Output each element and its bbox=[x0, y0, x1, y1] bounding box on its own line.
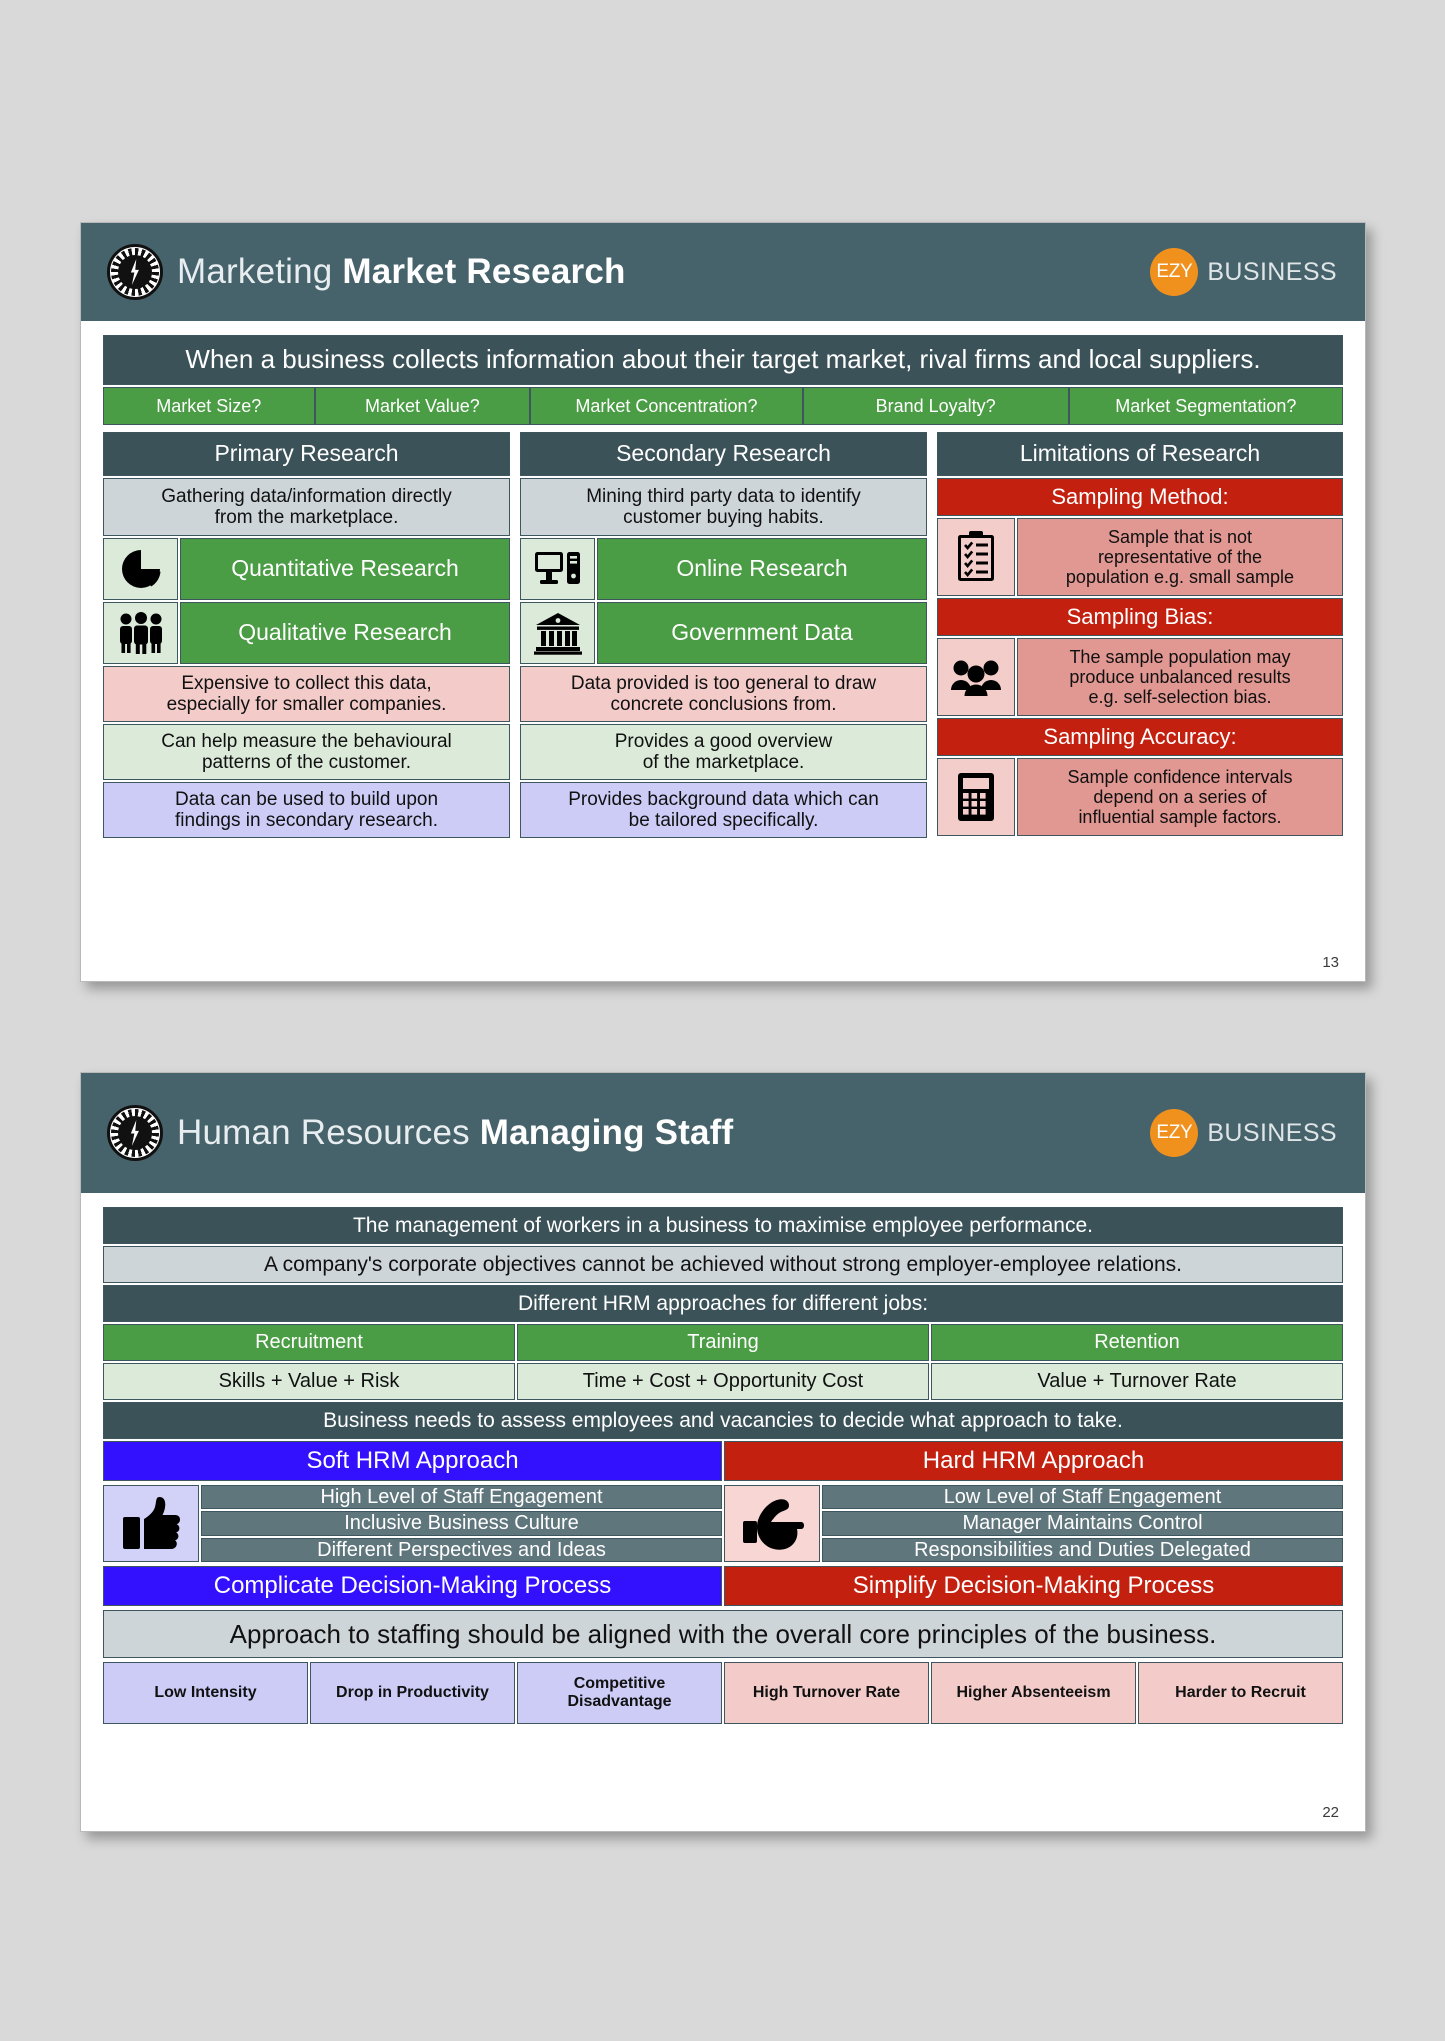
limitation-1-body bbox=[937, 518, 1343, 596]
primary-pro-line-2: patterns of the customer. bbox=[201, 752, 412, 773]
limitation-3-line-2: depend on a series of bbox=[1093, 786, 1267, 807]
hrm-consequence-tags bbox=[103, 1662, 1343, 1724]
soft-hrm-point-1: High Level of Staff Engagement bbox=[201, 1485, 722, 1509]
ezy-business-logo bbox=[1150, 1109, 1337, 1157]
ezy-business-logo bbox=[1150, 248, 1337, 296]
slide1-columns bbox=[103, 432, 1343, 838]
ezy-compass-logo-icon bbox=[107, 244, 163, 300]
secondary-method-government[interactable] bbox=[520, 602, 927, 664]
question-chip-brand-loyalty[interactable]: Brand Loyalty? bbox=[803, 387, 1069, 425]
primary-research-description bbox=[103, 478, 510, 536]
limitation-2-title: Sampling Bias: bbox=[937, 598, 1343, 636]
calculator-icon bbox=[937, 758, 1015, 836]
hard-hrm-side bbox=[724, 1485, 1343, 1562]
limitation-1-text bbox=[1017, 518, 1343, 596]
tag-harder-to-recruit bbox=[1138, 1662, 1343, 1724]
limitation-1-title: Sampling Method: bbox=[937, 478, 1343, 516]
slide1-title bbox=[177, 252, 626, 292]
hard-hrm-point-1: Low Level of Staff Engagement bbox=[822, 1485, 1343, 1509]
soft-hrm-title[interactable]: Soft HRM Approach bbox=[103, 1441, 722, 1481]
hard-hrm-outcome: Simplify Decision-Making Process bbox=[724, 1566, 1343, 1606]
limitation-1-line-2: representative of the bbox=[1097, 546, 1263, 567]
bank-building-icon bbox=[520, 602, 595, 664]
secondary-method-online[interactable] bbox=[520, 538, 927, 600]
primary-con-note bbox=[103, 666, 510, 722]
secondary-extra-note bbox=[520, 782, 927, 838]
primary-con-line-2: especially for smaller companies. bbox=[166, 694, 447, 715]
approach-value-training: Time + Cost + Opportunity Cost bbox=[517, 1363, 929, 1400]
hrm-comparison bbox=[103, 1485, 1343, 1562]
secondary-desc-line-1: Mining third party data to identify bbox=[586, 485, 861, 507]
primary-desc-line-1: Gathering data/information directly bbox=[161, 485, 452, 507]
hrm-closing-note: Approach to staffing should be aligned with the overall core principles of the business. bbox=[103, 1610, 1343, 1658]
slide1-category: Marketing bbox=[177, 252, 343, 291]
desktop-computer-icon bbox=[520, 538, 595, 600]
primary-extra-line-2: findings in secondary research. bbox=[175, 810, 438, 831]
primary-pro-line-1: Can help measure the behavioural bbox=[161, 730, 452, 752]
thumbs-up-icon bbox=[103, 1485, 199, 1562]
tag-low-intensity bbox=[103, 1662, 308, 1724]
secondary-pro-line-1: Provides a good overview bbox=[614, 730, 833, 752]
limitation-2-text bbox=[1017, 638, 1343, 716]
hard-hrm-point-3: Responsibilities and Duties Delegated bbox=[822, 1538, 1343, 1562]
question-chip-market-segmentation[interactable]: Market Segmentation? bbox=[1069, 387, 1343, 425]
secondary-desc-line-2: customer buying habits. bbox=[623, 507, 824, 528]
tag-harder-to-recruit-line-1: Harder to Recruit bbox=[1175, 1684, 1306, 1702]
secondary-research-description bbox=[520, 478, 927, 536]
ezy-badge: EZY bbox=[1150, 248, 1198, 296]
hrm-outcomes bbox=[103, 1566, 1343, 1606]
hrm-approach-titles bbox=[103, 1441, 1343, 1481]
primary-method-qualitative[interactable] bbox=[103, 602, 510, 664]
secondary-pro-line-2: of the marketplace. bbox=[642, 752, 805, 773]
primary-research-heading: Primary Research bbox=[103, 432, 510, 476]
secondary-pro-note bbox=[520, 724, 927, 780]
hard-hrm-point-2: Manager Maintains Control bbox=[822, 1511, 1343, 1535]
people-group-icon bbox=[937, 638, 1015, 716]
slide-managing-staff[interactable] bbox=[80, 1072, 1366, 1832]
pointing-hand-icon bbox=[724, 1485, 820, 1562]
limitation-2-line-2: produce unbalanced results bbox=[1069, 666, 1291, 687]
slide1-definition-banner: When a business collects information about their target market, rival firms and local suppliers. bbox=[103, 335, 1343, 385]
tag-competitive-disadvantage-line-2: Disadvantage bbox=[567, 1693, 672, 1711]
limitation-1-line-3: population e.g. small sample bbox=[1065, 567, 1295, 588]
hrm-objectives-banner: A company's corporate objectives cannot be achieved without strong employer-employee relations. bbox=[103, 1246, 1343, 1283]
primary-extra-line-1: Data can be used to build upon bbox=[174, 788, 439, 810]
hrm-assessment-banner: Business needs to assess employees and vacancies to decide what approach to take. bbox=[103, 1402, 1343, 1439]
soft-hrm-point-3: Different Perspectives and Ideas bbox=[201, 1538, 722, 1562]
soft-hrm-side bbox=[103, 1485, 722, 1562]
tag-drop-in-productivity-line-1: Drop in Productivity bbox=[336, 1684, 489, 1702]
limitation-3-line-1: Sample confidence intervals bbox=[1067, 766, 1293, 787]
slide2-body bbox=[81, 1193, 1365, 1724]
limitation-3-text bbox=[1017, 758, 1343, 836]
slide1-question-row bbox=[103, 387, 1343, 425]
slide2-page-number: 22 bbox=[1322, 1804, 1339, 1821]
slide1-topic: Market Research bbox=[342, 252, 626, 291]
slide2-header bbox=[81, 1073, 1365, 1193]
hard-hrm-title[interactable]: Hard HRM Approach bbox=[724, 1441, 1343, 1481]
approach-header-retention[interactable]: Retention bbox=[931, 1324, 1343, 1361]
soft-hrm-point-2: Inclusive Business Culture bbox=[201, 1511, 722, 1535]
pie-chart-icon bbox=[103, 538, 178, 600]
hard-hrm-points bbox=[822, 1485, 1343, 1562]
slide1-body bbox=[81, 321, 1365, 838]
limitations-heading: Limitations of Research bbox=[937, 432, 1343, 476]
primary-method-quantitative[interactable] bbox=[103, 538, 510, 600]
secondary-research-heading: Secondary Research bbox=[520, 432, 927, 476]
group-people-icon bbox=[103, 602, 178, 664]
hrm-definition-banner: The management of workers in a business to maximise employee performance. bbox=[103, 1207, 1343, 1244]
tag-higher-absenteeism-line-1: Higher Absenteeism bbox=[956, 1684, 1111, 1702]
tag-high-turnover-rate-line-1: High Turnover Rate bbox=[752, 1684, 901, 1702]
slide2-topic: Managing Staff bbox=[479, 1113, 734, 1152]
approach-header-training[interactable]: Training bbox=[517, 1324, 929, 1361]
secondary-method-online-label: Online Research bbox=[597, 538, 927, 600]
secondary-method-government-label: Government Data bbox=[597, 602, 927, 664]
ezy-compass-logo-icon bbox=[107, 1105, 163, 1161]
column-limitations-of-research bbox=[937, 432, 1343, 838]
question-chip-market-concentration[interactable]: Market Concentration? bbox=[530, 387, 802, 425]
question-chip-market-value[interactable]: Market Value? bbox=[315, 387, 531, 425]
slide1-header bbox=[81, 223, 1365, 321]
secondary-extra-line-1: Provides background data which can bbox=[568, 788, 879, 810]
secondary-extra-line-2: be tailored specifically. bbox=[628, 810, 819, 831]
ezy-badge: EZY bbox=[1150, 1109, 1198, 1157]
primary-method-quantitative-label: Quantitative Research bbox=[180, 538, 510, 600]
limitation-3-line-3: influential sample factors. bbox=[1078, 807, 1282, 828]
secondary-con-line-2: concrete conclusions from. bbox=[610, 694, 837, 715]
approach-header-recruitment[interactable]: Recruitment bbox=[103, 1324, 515, 1361]
soft-hrm-outcome: Complicate Decision-Making Process bbox=[103, 1566, 722, 1606]
slide2-category: Human Resources bbox=[177, 1113, 480, 1152]
tag-higher-absenteeism bbox=[931, 1662, 1136, 1724]
limitation-2-body bbox=[937, 638, 1343, 716]
column-secondary-research bbox=[520, 432, 927, 838]
ezy-business-word: BUSINESS bbox=[1207, 257, 1337, 286]
limitation-2-line-3: e.g. self-selection bias. bbox=[1088, 687, 1272, 708]
primary-pro-note bbox=[103, 724, 510, 780]
secondary-con-note bbox=[520, 666, 927, 722]
hrm-approach-headers bbox=[103, 1324, 1343, 1361]
approach-value-recruitment: Skills + Value + Risk bbox=[103, 1363, 515, 1400]
soft-hrm-points bbox=[201, 1485, 722, 1562]
primary-extra-note bbox=[103, 782, 510, 838]
slide-market-research[interactable] bbox=[80, 222, 1366, 982]
tag-competitive-disadvantage-line-1: Competitive bbox=[573, 1675, 666, 1693]
slide1-page-number: 13 bbox=[1322, 954, 1339, 971]
checklist-clipboard-icon bbox=[937, 518, 1015, 596]
tag-low-intensity-line-1: Low Intensity bbox=[154, 1684, 257, 1702]
approach-value-retention: Value + Turnover Rate bbox=[931, 1363, 1343, 1400]
tag-high-turnover-rate bbox=[724, 1662, 929, 1724]
ezy-business-word: BUSINESS bbox=[1207, 1118, 1337, 1147]
column-primary-research bbox=[103, 432, 510, 838]
primary-method-qualitative-label: Qualitative Research bbox=[180, 602, 510, 664]
question-chip-market-size[interactable]: Market Size? bbox=[103, 387, 315, 425]
limitation-3-title: Sampling Accuracy: bbox=[937, 718, 1343, 756]
limitation-2-line-1: The sample population may bbox=[1069, 646, 1291, 667]
primary-desc-line-2: from the marketplace. bbox=[214, 507, 399, 528]
slide2-title bbox=[177, 1113, 733, 1153]
tag-competitive-disadvantage bbox=[517, 1662, 722, 1724]
limitation-3-body bbox=[937, 758, 1343, 836]
primary-con-line-1: Expensive to collect this data, bbox=[181, 672, 432, 694]
hrm-approaches-banner: Different HRM approaches for different jobs: bbox=[103, 1285, 1343, 1322]
hrm-approach-values bbox=[103, 1363, 1343, 1400]
secondary-con-line-1: Data provided is too general to draw bbox=[570, 672, 877, 694]
limitation-1-line-1: Sample that is not bbox=[1107, 526, 1253, 547]
tag-drop-in-productivity bbox=[310, 1662, 515, 1724]
